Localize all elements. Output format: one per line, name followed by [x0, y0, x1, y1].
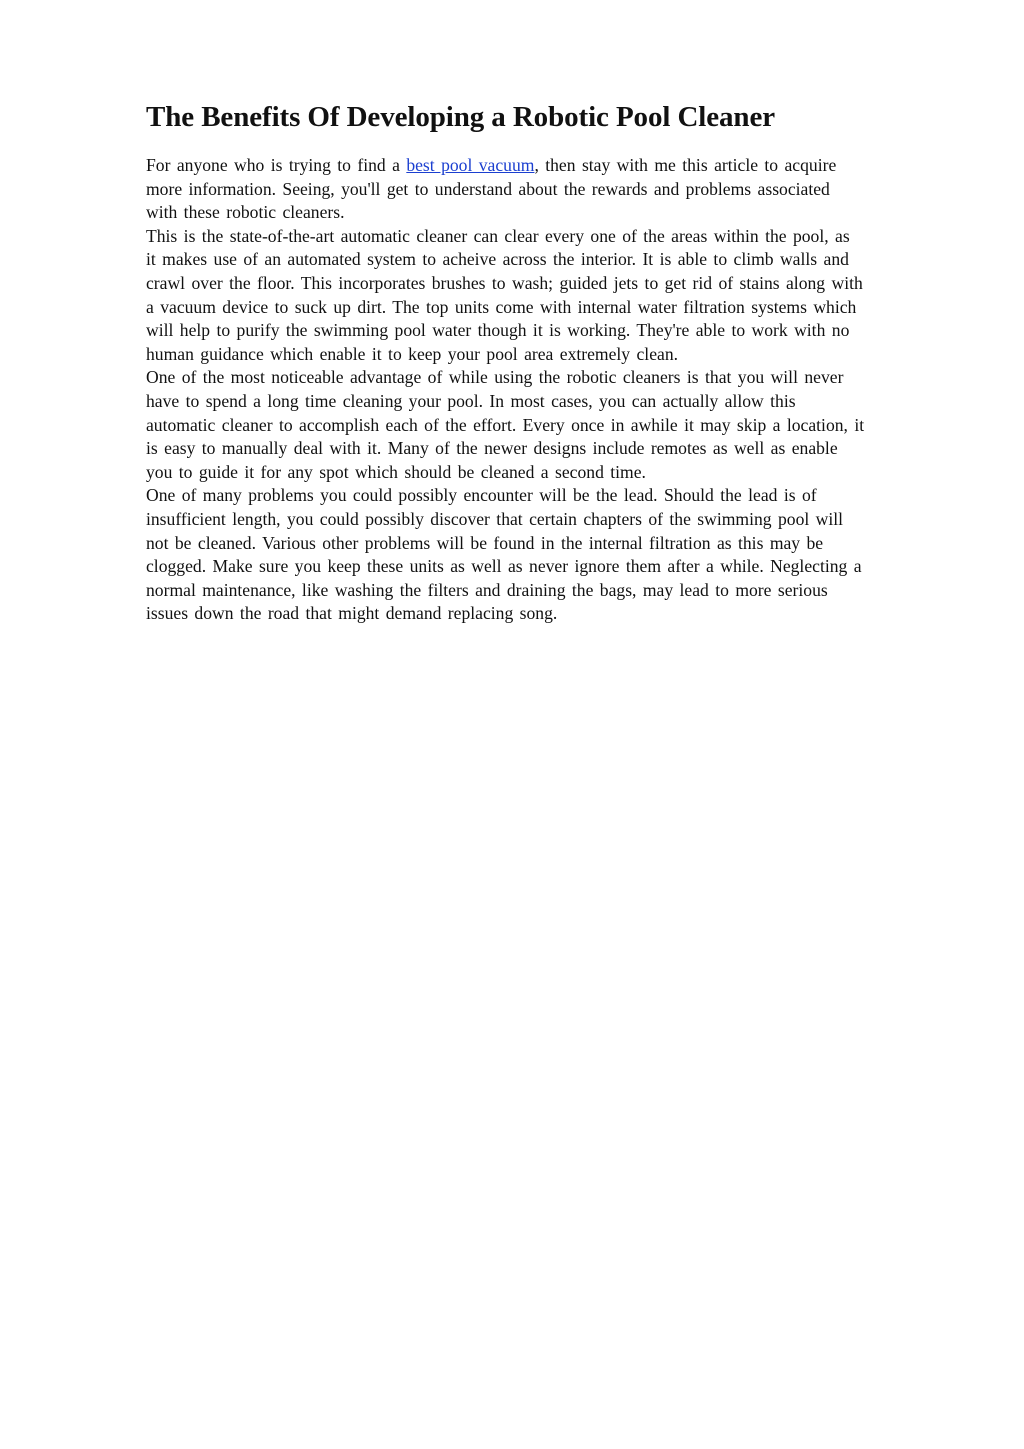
paragraph-line: more information. Seeing, you'll get to understand about the rewards and problems associated	[146, 178, 830, 199]
paragraph-line	[146, 154, 956, 178]
paragraph-line: clogged. Make sure you keep these units as well as never ignore them after a while. Neglecting a	[146, 556, 862, 577]
paragraph-4	[146, 484, 956, 626]
paragraph-line: crawl over the floor. This incorporates brushes to wash; guided jets to get rid of stains along with	[146, 272, 863, 293]
paragraph-line: One of the most noticeable advantage of while using the robotic cleaners is that you will never	[146, 367, 844, 388]
paragraph-line: This is the state-of-the-art automatic cleaner can clear every one of the areas within the pool, as	[146, 225, 850, 246]
paragraph-line: will help to purify the swimming pool water though it is working. They're able to work with no	[146, 320, 850, 341]
paragraph-3	[146, 366, 956, 484]
paragraph-line: have to spend a long time cleaning your pool. In most cases, you can actually allow this	[146, 390, 796, 411]
paragraph-2	[146, 225, 956, 367]
paragraph-line: automatic cleaner to accomplish each of the effort. Every once in awhile it may skip a location, it	[146, 414, 865, 435]
paragraph-line: a vacuum device to suck up dirt. The top units come with internal water filtration systems which	[146, 296, 857, 317]
paragraph-line: human guidance which enable it to keep your pool area extremely clean.	[146, 343, 679, 364]
paragraph-1	[146, 154, 956, 225]
document-body	[146, 154, 956, 626]
paragraph-line: with these robotic cleaners.	[146, 202, 345, 223]
paragraph-line: One of many problems you could possibly encounter will be the lead. Should the lead is of	[146, 485, 817, 506]
paragraph-line: it makes use of an automated system to acheive across the interior. It is able to climb walls and	[146, 249, 849, 270]
paragraph-line: insufficient length, you could possibly discover that certain chapters of the swimming pool will	[146, 508, 844, 529]
paragraph-line: is easy to manually deal with it. Many of the newer designs include remotes as well as enable	[146, 438, 838, 459]
text-run: For anyone who is trying to find a	[146, 155, 407, 175]
document-title: The Benefits Of Developing a Robotic Pool Cleaner	[146, 101, 776, 133]
paragraph-line: not be cleaned. Various other problems will be found in the internal filtration as this may be	[146, 532, 824, 553]
paragraph-line: you to guide it for any spot which should be cleaned a second time.	[146, 461, 646, 482]
best-pool-vacuum-link[interactable]: best pool vacuum	[406, 155, 535, 175]
document-page	[146, 98, 956, 626]
paragraph-line: issues down the road that might demand replacing song.	[146, 603, 558, 624]
paragraph-line: normal maintenance, like washing the filters and draining the bags, may lead to more serious	[146, 579, 828, 600]
text-run: , then stay with me this article to acquire	[534, 155, 837, 175]
